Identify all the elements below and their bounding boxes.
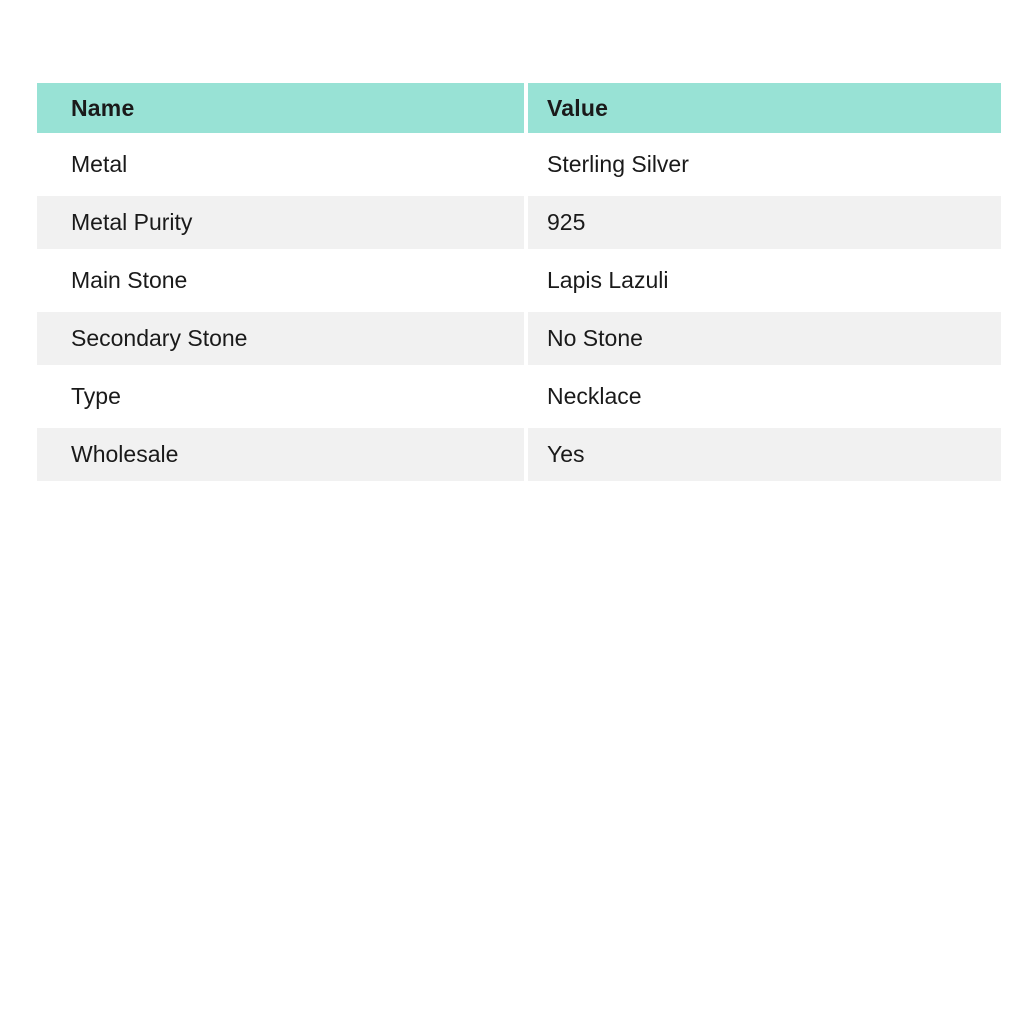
header-row bbox=[37, 83, 1001, 133]
table-row-metal-purity bbox=[37, 191, 1001, 249]
table-row-main-stone bbox=[37, 249, 1001, 307]
cell-name: Metal Purity bbox=[37, 191, 524, 249]
cell-name: Wholesale bbox=[37, 423, 524, 481]
product-spec-table bbox=[37, 83, 1001, 481]
cell-name: Main Stone bbox=[37, 249, 524, 307]
table-row-type bbox=[37, 365, 1001, 423]
cell-value: 925 bbox=[524, 191, 1001, 249]
table-row-wholesale bbox=[37, 423, 1001, 481]
cell-name: Type bbox=[37, 365, 524, 423]
cell-value: No Stone bbox=[524, 307, 1001, 365]
cell-name: Secondary Stone bbox=[37, 307, 524, 365]
cell-value: Lapis Lazuli bbox=[524, 249, 1001, 307]
table-row-metal bbox=[37, 133, 1001, 191]
column-header-value: Value bbox=[524, 83, 1001, 133]
table-row-secondary-stone bbox=[37, 307, 1001, 365]
cell-value: Sterling Silver bbox=[524, 133, 1001, 191]
cell-value: Yes bbox=[524, 423, 1001, 481]
column-header-name: Name bbox=[37, 83, 524, 133]
cell-name: Metal bbox=[37, 133, 524, 191]
cell-value: Necklace bbox=[524, 365, 1001, 423]
table-body bbox=[37, 133, 1001, 481]
table-header bbox=[37, 83, 1001, 133]
